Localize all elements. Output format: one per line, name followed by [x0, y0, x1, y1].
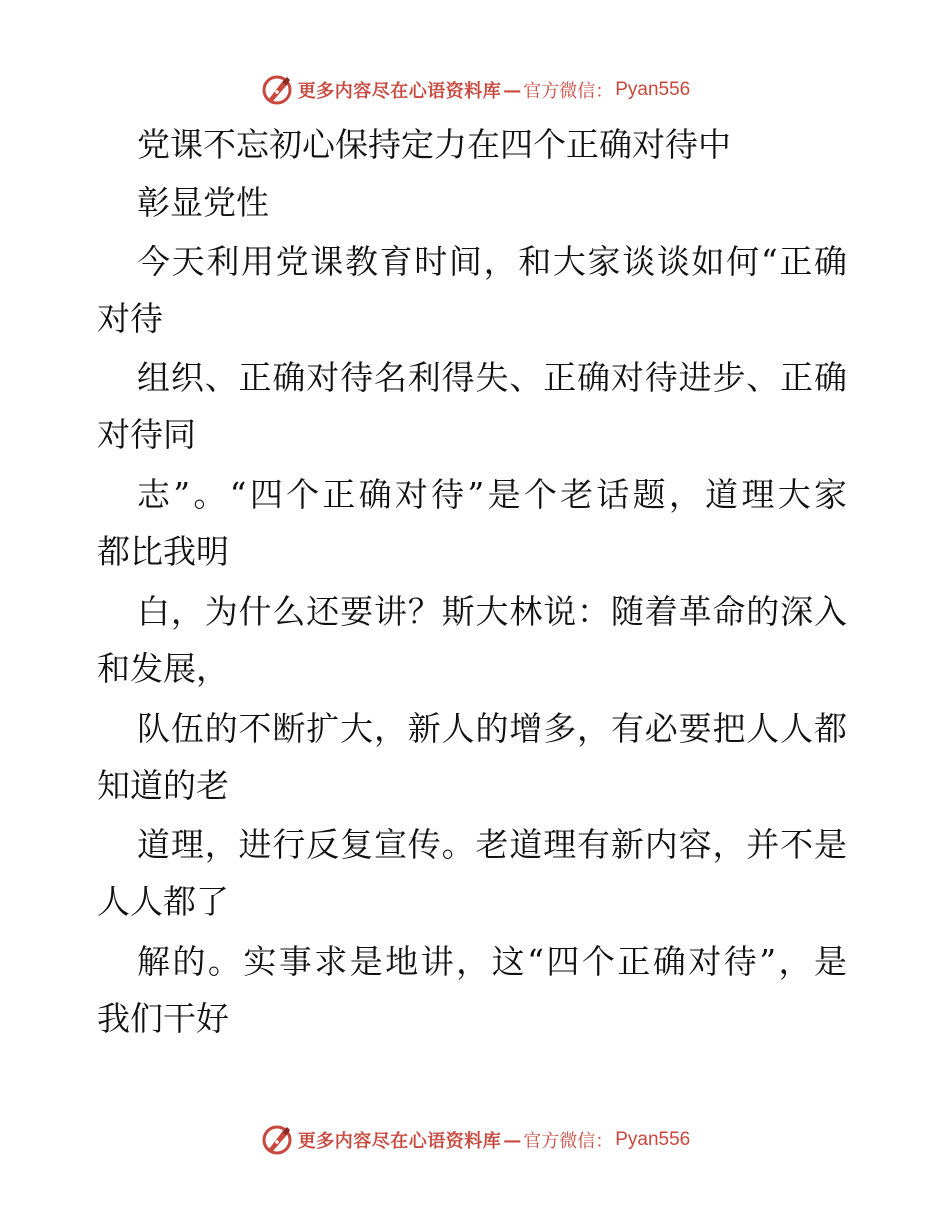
- paragraph-line: 道理，进行反复宣传。老道理有新内容，并不是: [137, 825, 847, 864]
- footer-wechat-id: Pyan556: [615, 1129, 691, 1150]
- paragraph-line: 对待同: [97, 415, 196, 454]
- header-brand-text: 更多内容尽在心语资料库: [297, 81, 502, 102]
- pen-nib-circle-icon: [260, 1123, 294, 1157]
- header-wechat-label: 官方微信：: [523, 81, 614, 102]
- paragraph-line: 队伍的不断扩大，新人的增多，有必要把人人都: [137, 709, 847, 748]
- paragraph-line: 都比我明: [97, 532, 229, 571]
- document-title-line-2: 彰显党性: [137, 183, 269, 222]
- document-title-line-1: 党课不忘初心保持定力在四个正确对待中: [137, 125, 731, 164]
- paragraph-line: 知道的老: [97, 766, 229, 805]
- footer-wechat-label: 官方微信：: [523, 1131, 614, 1152]
- footer-separator: —: [503, 1129, 522, 1151]
- footer-brand-text: 更多内容尽在心语资料库: [297, 1131, 502, 1152]
- paragraph-line: 组织、正确对待名利得失、正确对待进步、正确: [137, 358, 847, 397]
- paragraph-line: 对待: [97, 299, 163, 338]
- paragraph-line: 今天利用党课教育时间，和大家谈谈如何“正确: [137, 242, 847, 281]
- paragraph-line: 白，为什么还要讲？斯大林说：随着革命的深入: [137, 592, 847, 631]
- paragraph-line: 人人都了: [97, 882, 229, 921]
- paragraph-line: 志”。“四个正确对待”是个老话题，道理大家: [137, 475, 847, 514]
- pen-nib-circle-icon: [260, 73, 294, 107]
- header-wechat-id: Pyan556: [615, 79, 691, 100]
- paragraph-line: 和发展，: [97, 649, 229, 688]
- header-banner: [0, 70, 950, 110]
- footer-banner: [0, 1120, 950, 1160]
- header-separator: —: [503, 79, 522, 101]
- paragraph-line: 解的。实事求是地讲，这“四个正确对待”，是: [137, 942, 847, 981]
- paragraph-line: 我们干好: [97, 999, 229, 1038]
